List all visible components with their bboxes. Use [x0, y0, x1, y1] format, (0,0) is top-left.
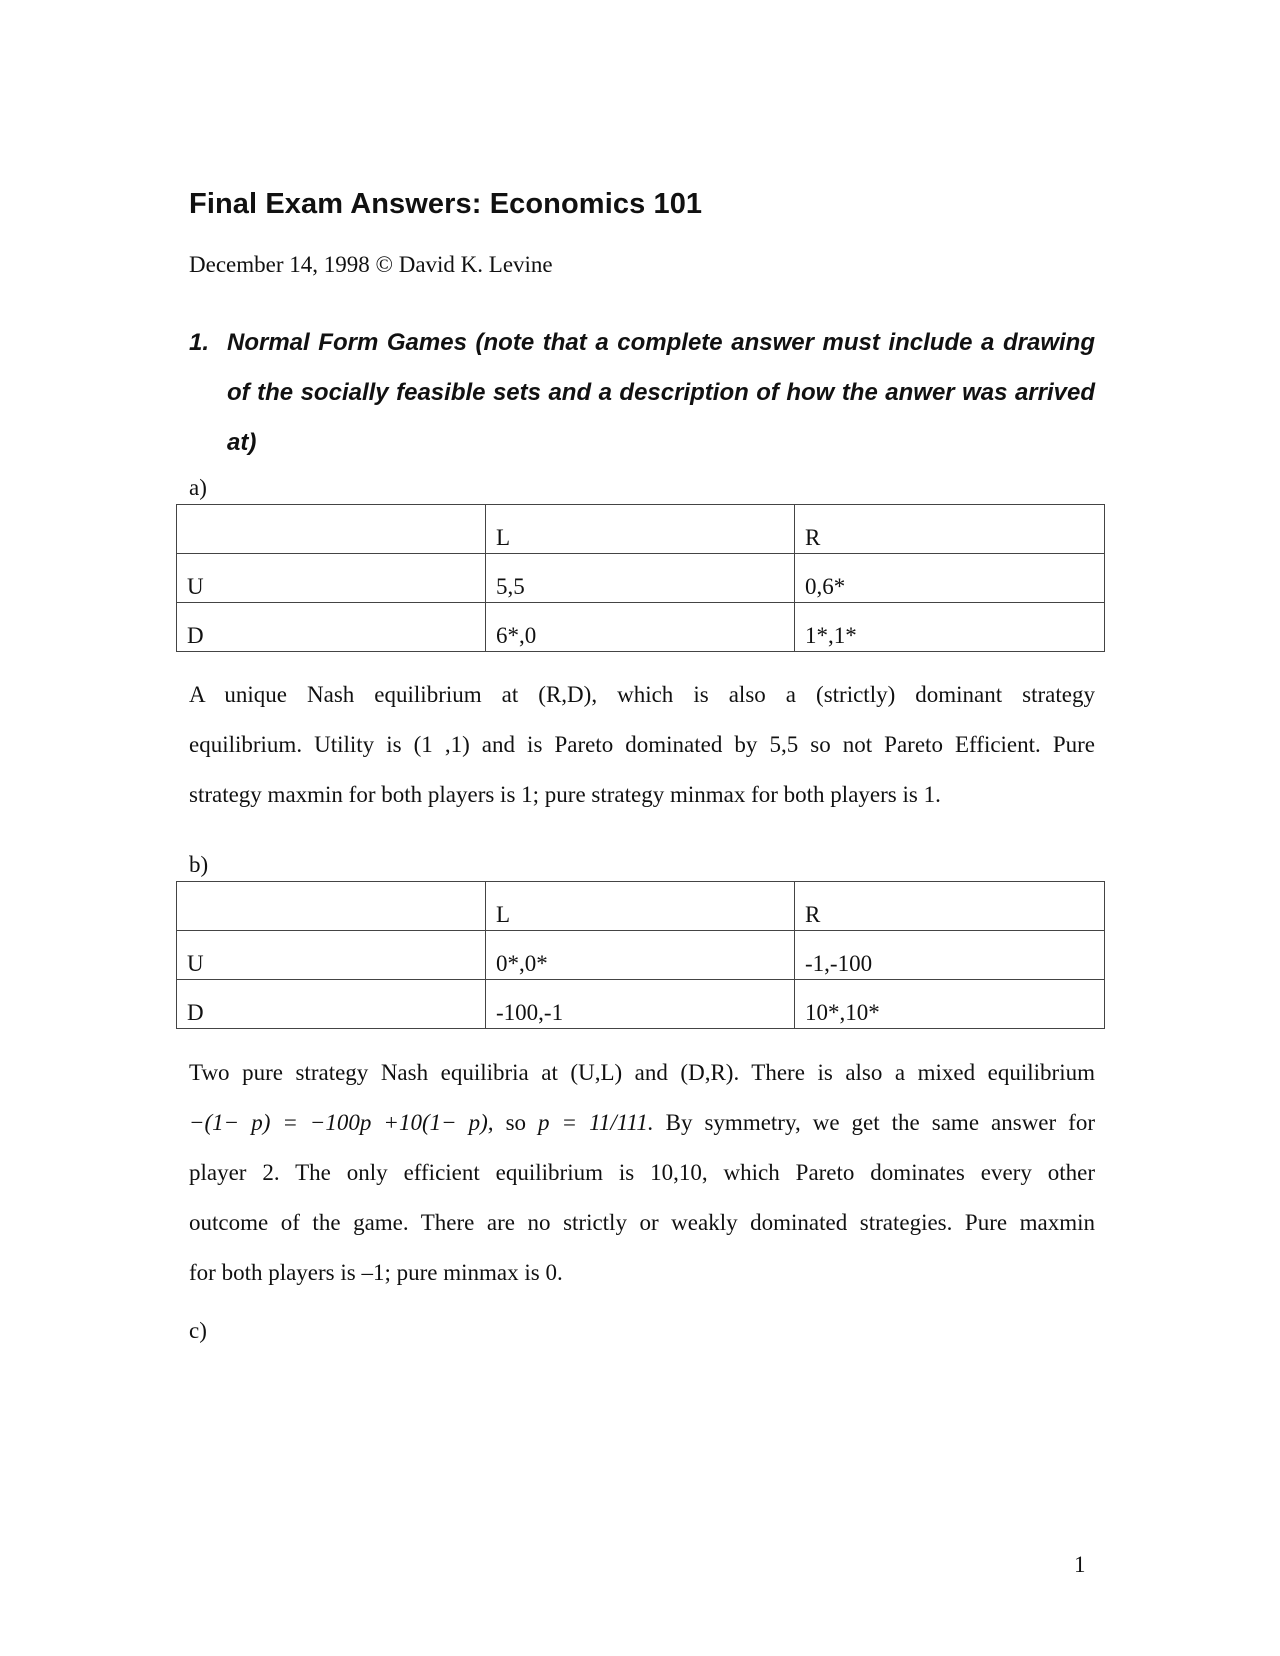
answer-line: player 2. The only efficient equilibrium is 10,10, which Pareto dominates every other: [189, 1160, 1095, 1185]
table-row: [177, 603, 1105, 652]
table-cell: 10*,10*: [795, 980, 1105, 1029]
part-a-answer: [189, 670, 1095, 820]
answer-line: equilibrium. Utility is (1 ,1) and is Pareto dominated by 5,5 so not Pareto Efficient. Pure: [189, 732, 1095, 757]
table-row: [177, 882, 1105, 931]
table-cell: R: [795, 505, 1105, 554]
question-1-heading: [189, 318, 1095, 468]
dateline: December 14, 1998 © David K. Levine: [189, 252, 553, 277]
game-table-b: [176, 881, 1105, 1029]
answer-line-equation: [189, 1098, 1095, 1148]
table-cell: [177, 505, 486, 554]
table-cell: D: [177, 603, 486, 652]
part-b-answer: [189, 1048, 1095, 1298]
equation-p: p = 11/111.: [538, 1110, 654, 1135]
table-cell: R: [795, 882, 1105, 931]
table-row: [177, 505, 1105, 554]
answer-text: By symmetry, we get the same answer for: [665, 1110, 1096, 1135]
answer-line: outcome of the game. There are no strictly or weakly dominated strategies. Pure maxmin: [189, 1210, 1095, 1235]
table-cell: 5,5: [486, 554, 795, 603]
part-c-label: c): [189, 1318, 207, 1343]
part-a-label: a): [189, 475, 207, 500]
table-cell: L: [486, 505, 795, 554]
document-title: Final Exam Answers: Economics 101: [189, 188, 703, 220]
table-cell: 0*,0*: [486, 931, 795, 980]
table-cell: L: [486, 882, 795, 931]
answer-line: strategy maxmin for both players is 1; pure strategy minmax for both players is 1.: [189, 782, 941, 807]
table-row: [177, 554, 1105, 603]
table-cell: 6*,0: [486, 603, 795, 652]
answer-line: Two pure strategy Nash equilibria at (U,L) and (D,R). There is also a mixed equilibrium: [189, 1060, 1095, 1085]
answer-line: A unique Nash equilibrium at (R,D), which is also a (strictly) dominant strategy: [189, 682, 1095, 707]
table-cell: D: [177, 980, 486, 1029]
table-cell: 0,6*: [795, 554, 1105, 603]
table-cell: 1*,1*: [795, 603, 1105, 652]
table-cell: -100,-1: [486, 980, 795, 1029]
table-cell: U: [177, 554, 486, 603]
table-cell: U: [177, 931, 486, 980]
table-cell: [177, 882, 486, 931]
question-number: 1.: [189, 329, 210, 356]
table-row: [177, 980, 1105, 1029]
equation-mixed: −(1− p) = −100p +10(1− p),: [189, 1110, 494, 1135]
question-text: Normal Form Games (note that a complete answer must include a drawing of the socially feasible sets and a description of how the anwer was arrived at): [227, 329, 1095, 456]
page-number: 1: [1074, 1552, 1086, 1577]
equation-so: so: [505, 1110, 527, 1135]
table-cell: -1,-100: [795, 931, 1105, 980]
answer-line: for both players is –1; pure minmax is 0.: [189, 1260, 563, 1285]
table-row: [177, 931, 1105, 980]
part-b-label: b): [189, 852, 209, 877]
game-table-a: [176, 504, 1105, 652]
